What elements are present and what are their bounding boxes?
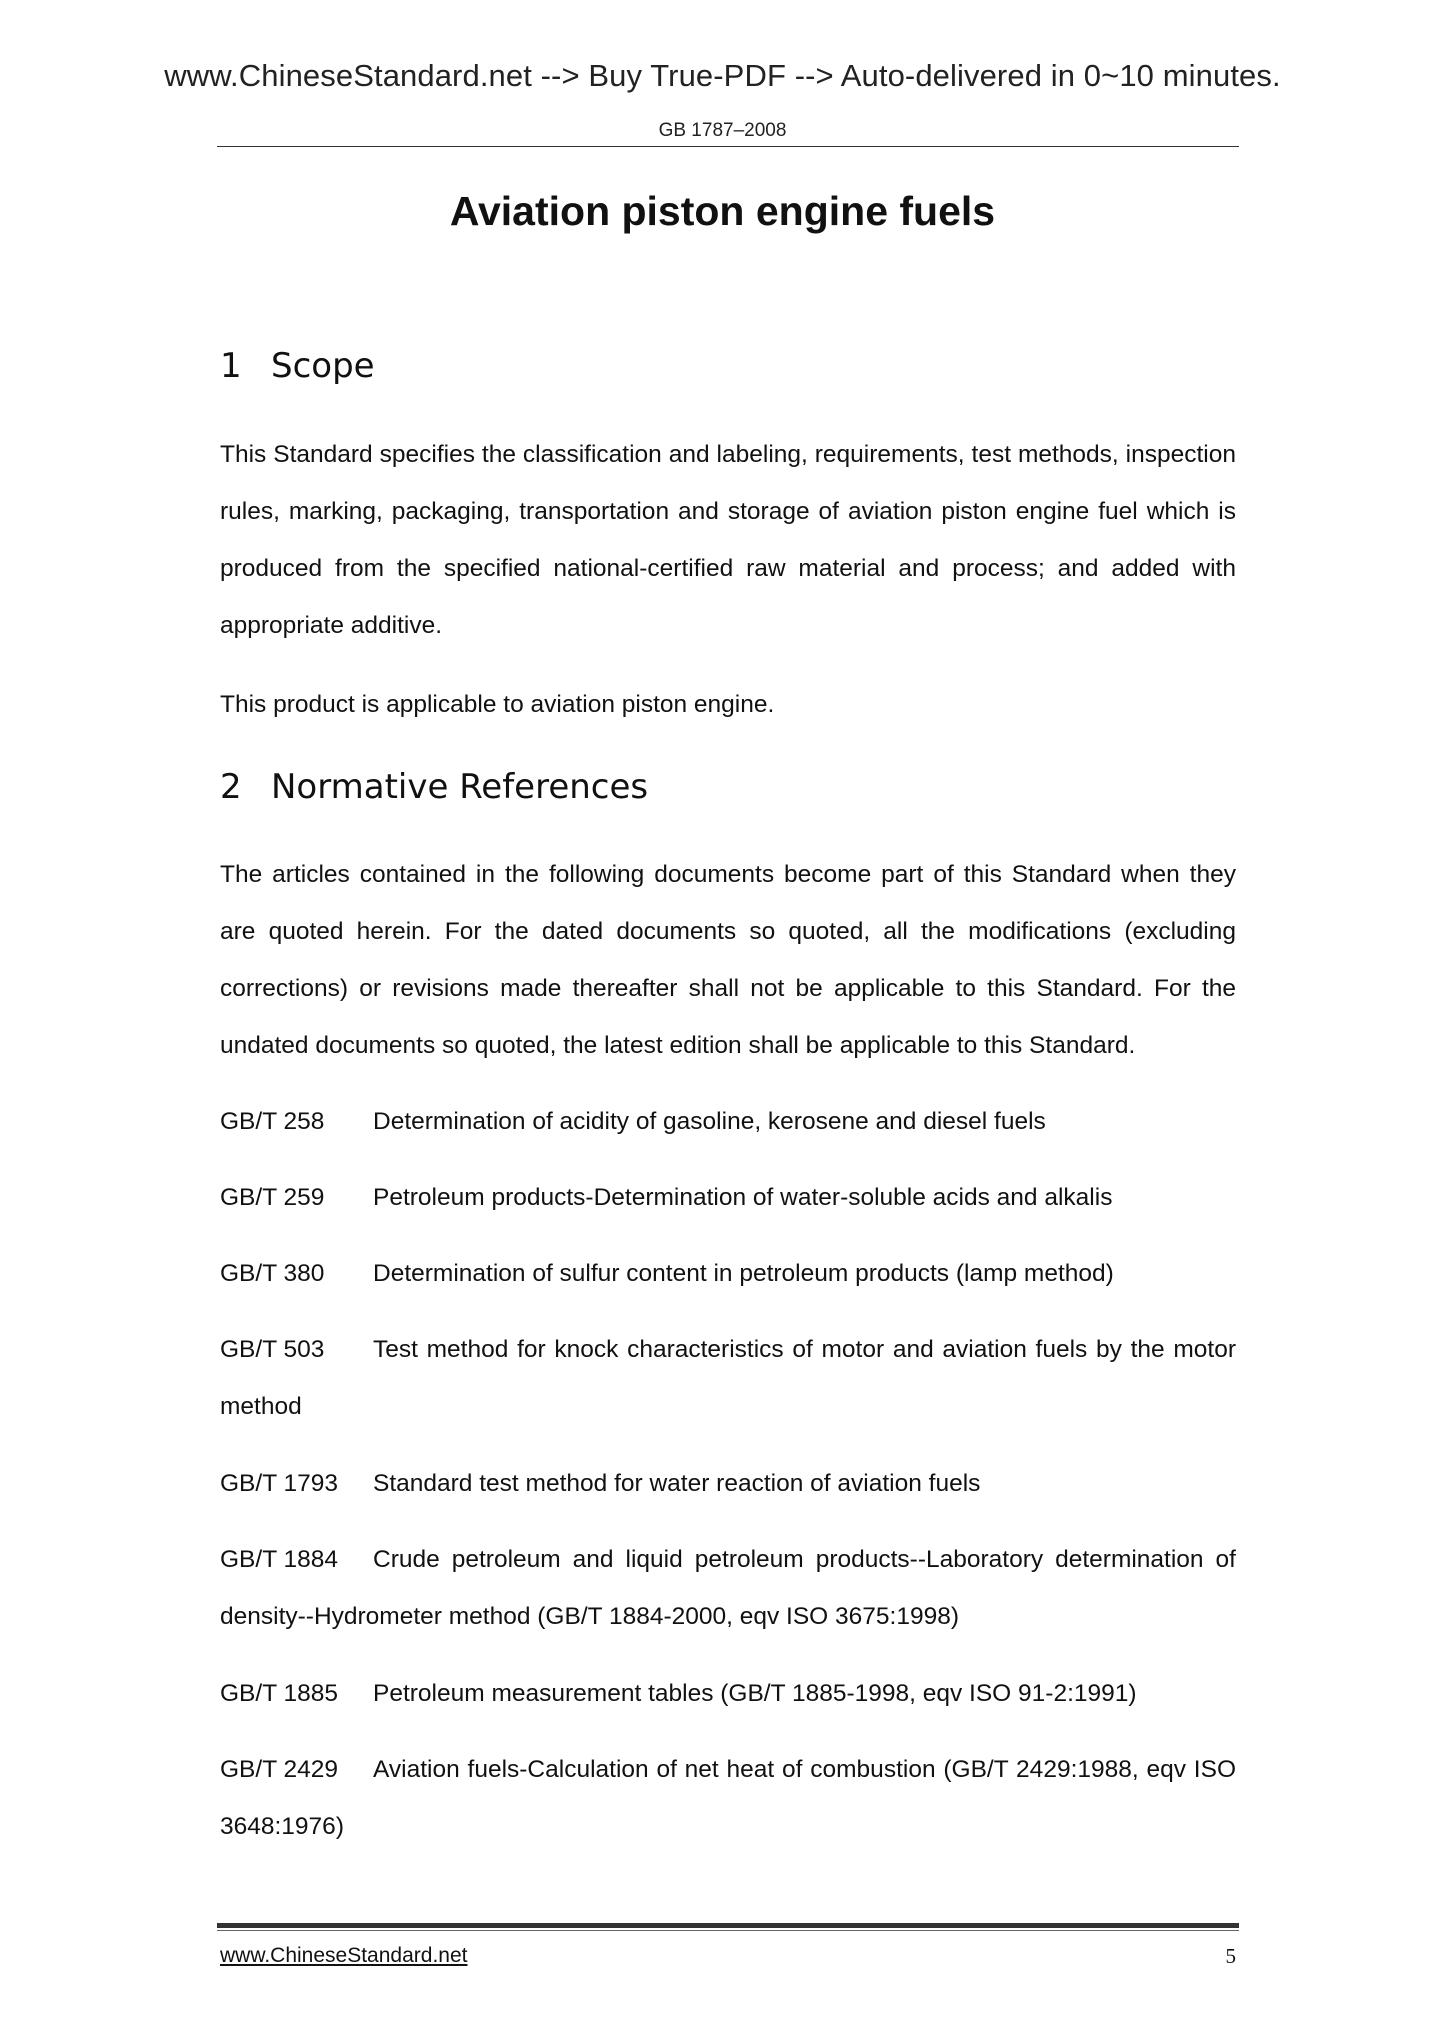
section-heading-normative-references (220, 767, 648, 807)
footer-divider (217, 1923, 1239, 1928)
section-number: 2 (220, 767, 242, 807)
reference-title: Standard test method for water reaction of aviation fuels (373, 1470, 981, 1497)
section-title: Normative References (271, 767, 649, 807)
reference-item (220, 1093, 1236, 1150)
document-title: Aviation piston engine fuels (449, 188, 996, 234)
reference-code: GB/T 2429 (220, 1756, 339, 1783)
reference-code: GB/T 503 (220, 1336, 325, 1363)
section-title: Scope (271, 346, 375, 386)
reference-item (220, 1245, 1236, 1302)
reference-item (220, 1741, 1236, 1855)
references-intro-paragraph: The articles contained in the following documents become part of this Standard when they are quoted herein. For the dated documents so quoted, all the modifications (excluding corrections) or revisions made thereafter shall not be applicable to this Standard. For the undated documents so quoted, the latest edition shall be applicable to this Standard. (220, 861, 1236, 1059)
section-number: 1 (220, 346, 242, 386)
reference-title: Petroleum measurement tables (GB/T 1885-1998, eqv ISO 91-2:1991) (373, 1680, 1137, 1707)
reference-item (220, 1665, 1236, 1722)
reference-code: GB/T 259 (220, 1184, 325, 1211)
reference-item (220, 1321, 1236, 1435)
reference-item (220, 1531, 1236, 1645)
top-banner: www.ChineseStandard.net --> Buy True-PDF --> Auto-delivered in 0~10 minutes. (164, 58, 1281, 93)
reference-code: GB/T 1793 (220, 1470, 339, 1497)
scope-applicability: This product is applicable to aviation piston engine. (220, 691, 775, 718)
reference-code: GB/T 1884 (220, 1546, 339, 1573)
reference-title: Determination of acidity of gasoline, kerosene and diesel fuels (373, 1108, 1046, 1135)
footer-divider-thin (217, 1930, 1239, 1931)
standard-code: GB 1787–2008 (658, 120, 787, 141)
reference-code: GB/T 1885 (220, 1680, 339, 1707)
page-number: 5 (1225, 1944, 1236, 1968)
reference-code: GB/T 380 (220, 1260, 325, 1287)
reference-title: Aviation fuels-Calculation of net heat of combustion (GB/T 2429:1988, eqv ISO 3648:1976) (220, 1756, 1236, 1840)
reference-item (220, 1169, 1236, 1226)
footer-website-link[interactable]: www.ChineseStandard.net (220, 1944, 468, 1967)
reference-title: Test method for knock characteristics of motor and aviation fuels by the motor method (220, 1336, 1236, 1420)
reference-title: Crude petroleum and liquid petroleum products--Laboratory determination of density--Hydrometer method (GB/T 1884-2000, eqv ISO 3675:1998) (220, 1546, 1236, 1630)
scope-paragraph: This Standard specifies the classification and labeling, requirements, test methods, inspection rules, marking, packaging, transportation and storage of aviation piston engine fuel which is produced from the specified national-certified raw material and process; and added with appropriate additive. (220, 441, 1236, 639)
section-heading-scope (220, 346, 375, 386)
header-divider (217, 146, 1239, 147)
reference-title: Determination of sulfur content in petroleum products (lamp method) (373, 1260, 1114, 1287)
reference-title: Petroleum products-Determination of water-soluble acids and alkalis (373, 1184, 1113, 1211)
reference-code: GB/T 258 (220, 1108, 325, 1135)
reference-item (220, 1455, 1236, 1512)
